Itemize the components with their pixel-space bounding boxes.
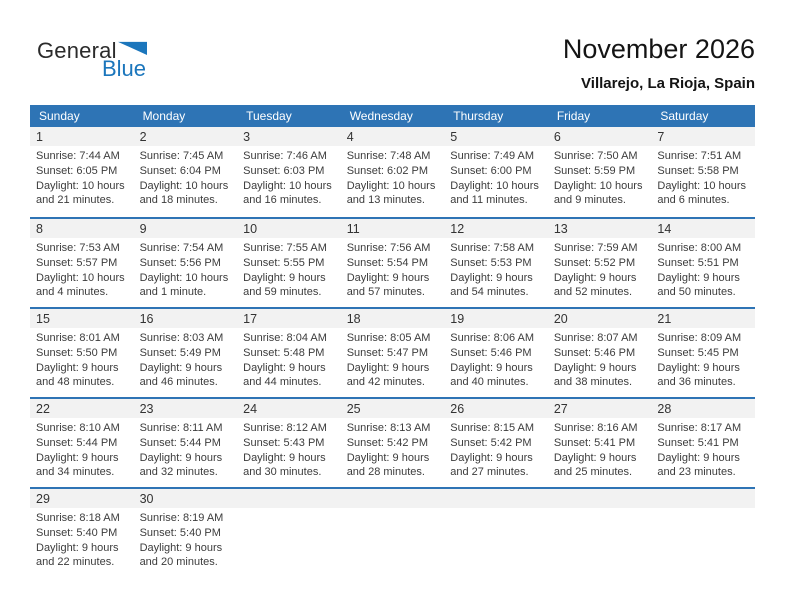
day-number: 1	[36, 129, 43, 144]
day-number-strip	[30, 399, 755, 418]
day-cell	[444, 146, 548, 208]
day-detail-line: Sunset: 5:40 PM	[139, 526, 221, 539]
day-cell	[548, 146, 652, 208]
day-detail-line: and 11 minutes.	[450, 194, 528, 207]
week-row	[30, 397, 755, 487]
day-cell	[237, 238, 341, 300]
day-number: 2	[139, 129, 147, 144]
day-detail-line: Sunset: 5:42 PM	[450, 436, 532, 449]
day-detail-line: Sunrise: 8:12 AM	[243, 422, 327, 434]
day-detail-line: Sunset: 6:05 PM	[36, 164, 118, 177]
day-cell	[651, 238, 755, 300]
day-detail-line: and 9 minutes.	[553, 194, 626, 207]
day-number: 24	[243, 401, 258, 416]
day-detail-line: Sunrise: 8:18 AM	[36, 512, 120, 524]
day-cell	[30, 328, 134, 390]
day-detail-line: and 23 minutes.	[657, 466, 736, 479]
page-subtitle: Villarejo, La Rioja, Spain	[581, 75, 755, 93]
day-detail-line: Daylight: 9 hours	[36, 361, 119, 374]
day-cell	[134, 418, 238, 480]
day-detail-line: Daylight: 10 hours	[553, 179, 643, 192]
day-cell	[30, 418, 134, 480]
day-number: 3	[243, 129, 251, 144]
day-number: 10	[243, 221, 258, 236]
weekday-header-thursday: Thursday	[453, 109, 504, 123]
day-cell-empty	[444, 508, 548, 570]
day-number: 12	[450, 221, 465, 236]
day-detail-line: Daylight: 9 hours	[346, 451, 430, 464]
day-detail-line: and 32 minutes.	[139, 466, 218, 479]
day-number-strip	[30, 219, 755, 238]
day-cell	[444, 418, 548, 480]
day-number: 19	[450, 311, 465, 326]
day-detail-line: Daylight: 9 hours	[36, 451, 119, 464]
day-number-strip	[30, 309, 755, 328]
day-detail-line: Sunset: 5:44 PM	[139, 436, 221, 449]
day-cell	[341, 146, 445, 208]
day-cell	[444, 238, 548, 300]
day-cell	[134, 238, 238, 300]
weekday-header-tuesday: Tuesday	[246, 109, 292, 123]
day-detail-line: Sunset: 5:42 PM	[346, 436, 429, 449]
day-detail-line: and 20 minutes.	[139, 556, 218, 569]
day-detail-line: Sunset: 5:43 PM	[243, 436, 325, 449]
day-detail-line: Daylight: 9 hours	[243, 451, 326, 464]
day-detail-line: Sunrise: 8:00 AM	[657, 242, 742, 254]
day-detail-line: and 54 minutes.	[450, 286, 529, 299]
day-details-row	[30, 418, 755, 480]
day-detail-line: Sunset: 6:00 PM	[450, 164, 532, 177]
day-detail-line: Sunset: 5:59 PM	[553, 164, 636, 177]
day-number: 22	[36, 401, 50, 416]
day-detail-line: Daylight: 9 hours	[139, 361, 223, 374]
logo-text-blue: Blue	[102, 56, 147, 81]
day-detail-line: Sunrise: 8:13 AM	[346, 422, 431, 434]
day-detail-line: Daylight: 9 hours	[657, 271, 740, 284]
day-number: 27	[553, 401, 568, 416]
day-detail-line: Sunrise: 8:07 AM	[553, 332, 638, 344]
day-detail-line: Daylight: 10 hours	[657, 179, 747, 192]
day-detail-line: Daylight: 9 hours	[553, 271, 637, 284]
day-number: 25	[346, 401, 361, 416]
weekday-header-saturday: Saturday	[660, 109, 709, 123]
day-cell	[651, 328, 755, 390]
day-detail-line: Sunrise: 8:16 AM	[553, 422, 638, 434]
day-detail-line: Sunset: 5:56 PM	[139, 256, 221, 269]
day-detail-line: Daylight: 10 hours	[346, 179, 436, 192]
weekday-header-row	[30, 105, 755, 127]
day-cell	[651, 418, 755, 480]
day-detail-line: Sunrise: 7:50 AM	[553, 150, 638, 162]
day-detail-line: Sunset: 5:50 PM	[36, 346, 118, 359]
day-detail-line: Daylight: 9 hours	[243, 271, 326, 284]
day-detail-line: Sunset: 5:46 PM	[553, 346, 636, 359]
day-detail-line: and 48 minutes.	[36, 376, 115, 389]
day-cell-empty	[341, 508, 445, 570]
day-detail-line: Sunset: 5:46 PM	[450, 346, 532, 359]
day-detail-line: Daylight: 9 hours	[450, 451, 533, 464]
day-details-row	[30, 508, 755, 570]
day-number: 13	[553, 221, 568, 236]
day-detail-line: Daylight: 9 hours	[657, 361, 740, 374]
day-detail-line: Daylight: 10 hours	[36, 271, 125, 284]
day-detail-line: Sunset: 5:54 PM	[346, 256, 429, 269]
day-cell	[548, 238, 652, 300]
day-number-strip	[30, 489, 755, 508]
day-detail-line: Sunset: 5:44 PM	[36, 436, 118, 449]
day-detail-line: Sunrise: 8:11 AM	[139, 422, 223, 434]
day-detail-line: Sunrise: 8:03 AM	[139, 332, 224, 344]
day-detail-line: Daylight: 9 hours	[346, 361, 430, 374]
day-number: 30	[139, 491, 154, 506]
day-cell	[134, 508, 238, 570]
day-detail-line: and 50 minutes.	[657, 286, 736, 299]
logo-triangle-icon	[118, 41, 147, 56]
day-detail-line: Sunrise: 8:10 AM	[36, 422, 120, 434]
day-cell	[548, 328, 652, 390]
day-detail-line: Daylight: 9 hours	[450, 271, 533, 284]
day-detail-line: Sunset: 5:57 PM	[36, 256, 118, 269]
day-detail-line: and 52 minutes.	[553, 286, 633, 299]
day-number: 29	[36, 491, 50, 506]
day-detail-line: and 34 minutes.	[36, 466, 115, 479]
day-detail-line: Daylight: 9 hours	[657, 451, 740, 464]
day-cell-empty	[651, 508, 755, 570]
week-row	[30, 487, 755, 577]
day-detail-line: Sunset: 5:45 PM	[657, 346, 739, 359]
day-detail-line: and 28 minutes.	[346, 466, 425, 479]
day-cell	[237, 418, 341, 480]
day-detail-line: Daylight: 9 hours	[139, 541, 223, 554]
day-detail-line: Daylight: 9 hours	[243, 361, 326, 374]
weekday-header-friday: Friday	[556, 109, 591, 123]
day-detail-line: and 59 minutes.	[243, 286, 322, 299]
day-cell	[341, 328, 445, 390]
day-cell	[651, 146, 755, 208]
day-number: 6	[553, 129, 561, 144]
day-detail-line: Sunrise: 7:46 AM	[243, 150, 327, 162]
day-detail-line: Sunrise: 7:59 AM	[553, 242, 638, 254]
day-detail-line: Sunrise: 7:44 AM	[36, 150, 120, 162]
day-detail-line: and 36 minutes.	[657, 376, 736, 389]
calendar-weeks	[30, 127, 755, 577]
day-number: 17	[243, 311, 258, 326]
day-detail-line: and 21 minutes.	[36, 194, 115, 207]
day-cell	[341, 418, 445, 480]
day-detail-line: Sunset: 5:51 PM	[657, 256, 739, 269]
day-detail-line: Daylight: 10 hours	[139, 271, 229, 284]
day-detail-line: and 13 minutes.	[346, 194, 425, 207]
page-title: November 2026	[562, 34, 755, 64]
day-cell-empty	[548, 508, 652, 570]
day-detail-line: Daylight: 10 hours	[36, 179, 125, 192]
day-detail-line: and 4 minutes.	[36, 286, 109, 299]
day-details-row	[30, 146, 755, 208]
general-blue-logo	[37, 40, 147, 80]
week-row	[30, 217, 755, 307]
day-detail-line: Sunrise: 7:51 AM	[657, 150, 742, 162]
day-cell-empty	[237, 508, 341, 570]
day-cell	[341, 238, 445, 300]
day-detail-line: Sunset: 5:48 PM	[243, 346, 325, 359]
day-detail-line: Sunset: 6:04 PM	[139, 164, 221, 177]
calendar-table	[30, 105, 755, 577]
day-detail-line: Sunrise: 7:58 AM	[450, 242, 535, 254]
day-details-row	[30, 328, 755, 390]
day-detail-line: and 27 minutes.	[450, 466, 529, 479]
day-detail-line: Sunrise: 7:53 AM	[36, 242, 120, 254]
day-detail-line: Sunrise: 8:01 AM	[36, 332, 120, 344]
day-detail-line: Sunrise: 8:17 AM	[657, 422, 742, 434]
day-number: 9	[139, 221, 147, 236]
title-block	[563, 34, 755, 92]
weekday-header-sunday: Sunday	[39, 109, 80, 123]
day-details-row	[30, 238, 755, 300]
day-cell	[30, 508, 134, 570]
day-cell	[237, 328, 341, 390]
day-cell	[134, 328, 238, 390]
day-detail-line: Sunset: 5:58 PM	[657, 164, 739, 177]
day-detail-line: Sunset: 6:03 PM	[243, 164, 325, 177]
day-number: 23	[139, 401, 154, 416]
day-detail-line: Sunrise: 8:05 AM	[346, 332, 431, 344]
day-detail-line: and 40 minutes.	[450, 376, 529, 389]
day-detail-line: Sunrise: 7:45 AM	[139, 150, 224, 162]
day-detail-line: Sunset: 5:53 PM	[450, 256, 532, 269]
day-detail-line: Sunrise: 7:49 AM	[450, 150, 535, 162]
day-cell	[237, 146, 341, 208]
day-detail-line: Sunset: 5:55 PM	[243, 256, 325, 269]
day-detail-line: Sunrise: 7:54 AM	[139, 242, 224, 254]
day-cell	[30, 146, 134, 208]
day-detail-line: Sunrise: 8:09 AM	[657, 332, 742, 344]
day-detail-line: Daylight: 10 hours	[450, 179, 539, 192]
day-number: 8	[36, 221, 43, 236]
day-detail-line: and 57 minutes.	[346, 286, 425, 299]
day-detail-line: Sunset: 5:49 PM	[139, 346, 221, 359]
day-detail-line: Sunrise: 7:48 AM	[346, 150, 431, 162]
day-number: 14	[657, 221, 672, 236]
day-detail-line: Daylight: 9 hours	[553, 361, 637, 374]
day-detail-line: Daylight: 9 hours	[346, 271, 430, 284]
day-detail-line: and 38 minutes.	[553, 376, 633, 389]
day-detail-line: Sunrise: 8:15 AM	[450, 422, 535, 434]
day-number: 26	[450, 401, 465, 416]
logo-text-general: General	[37, 38, 117, 63]
day-detail-line: Daylight: 9 hours	[139, 451, 223, 464]
day-number: 4	[346, 129, 354, 144]
day-detail-line: and 42 minutes.	[346, 376, 425, 389]
day-detail-line: Daylight: 9 hours	[553, 451, 637, 464]
day-detail-line: Sunset: 5:47 PM	[346, 346, 429, 359]
day-detail-line: Sunset: 5:41 PM	[553, 436, 636, 449]
day-detail-line: and 18 minutes.	[139, 194, 218, 207]
day-cell	[134, 146, 238, 208]
day-detail-line: Daylight: 9 hours	[450, 361, 533, 374]
weekday-header-monday: Monday	[142, 109, 186, 123]
day-cell	[444, 328, 548, 390]
day-detail-line: Daylight: 10 hours	[243, 179, 332, 192]
day-detail-line: Sunrise: 8:19 AM	[139, 512, 224, 524]
day-cell	[548, 418, 652, 480]
day-detail-line: Sunset: 5:52 PM	[553, 256, 636, 269]
day-detail-line: Sunrise: 7:55 AM	[243, 242, 327, 254]
day-detail-line: and 44 minutes.	[243, 376, 322, 389]
day-number: 21	[657, 311, 672, 326]
day-detail-line: Daylight: 10 hours	[139, 179, 229, 192]
day-detail-line: Sunset: 6:02 PM	[346, 164, 429, 177]
day-number: 16	[139, 311, 154, 326]
day-detail-line: Sunrise: 8:04 AM	[243, 332, 327, 344]
day-detail-line: Sunrise: 8:06 AM	[450, 332, 535, 344]
day-detail-line: Sunrise: 7:56 AM	[346, 242, 431, 254]
day-number: 11	[346, 221, 360, 236]
day-detail-line: Sunset: 5:41 PM	[657, 436, 739, 449]
day-detail-line: and 6 minutes.	[657, 194, 730, 207]
day-number: 18	[346, 311, 361, 326]
day-detail-line: Sunset: 5:40 PM	[36, 526, 118, 539]
weekday-header-wednesday: Wednesday	[349, 109, 413, 123]
day-number: 20	[553, 311, 568, 326]
week-row	[30, 127, 755, 217]
day-detail-line: and 1 minute.	[139, 286, 207, 299]
day-number: 15	[36, 311, 50, 326]
day-detail-line: and 25 minutes.	[553, 466, 633, 479]
day-detail-line: and 46 minutes.	[139, 376, 218, 389]
day-number: 28	[657, 401, 672, 416]
day-detail-line: Daylight: 9 hours	[36, 541, 119, 554]
week-row	[30, 307, 755, 397]
day-cell	[30, 238, 134, 300]
day-detail-line: and 16 minutes.	[243, 194, 322, 207]
day-number: 5	[450, 129, 458, 144]
day-number-strip	[30, 127, 755, 146]
day-number: 7	[657, 129, 665, 144]
day-detail-line: and 22 minutes.	[36, 556, 115, 569]
day-detail-line: and 30 minutes.	[243, 466, 322, 479]
